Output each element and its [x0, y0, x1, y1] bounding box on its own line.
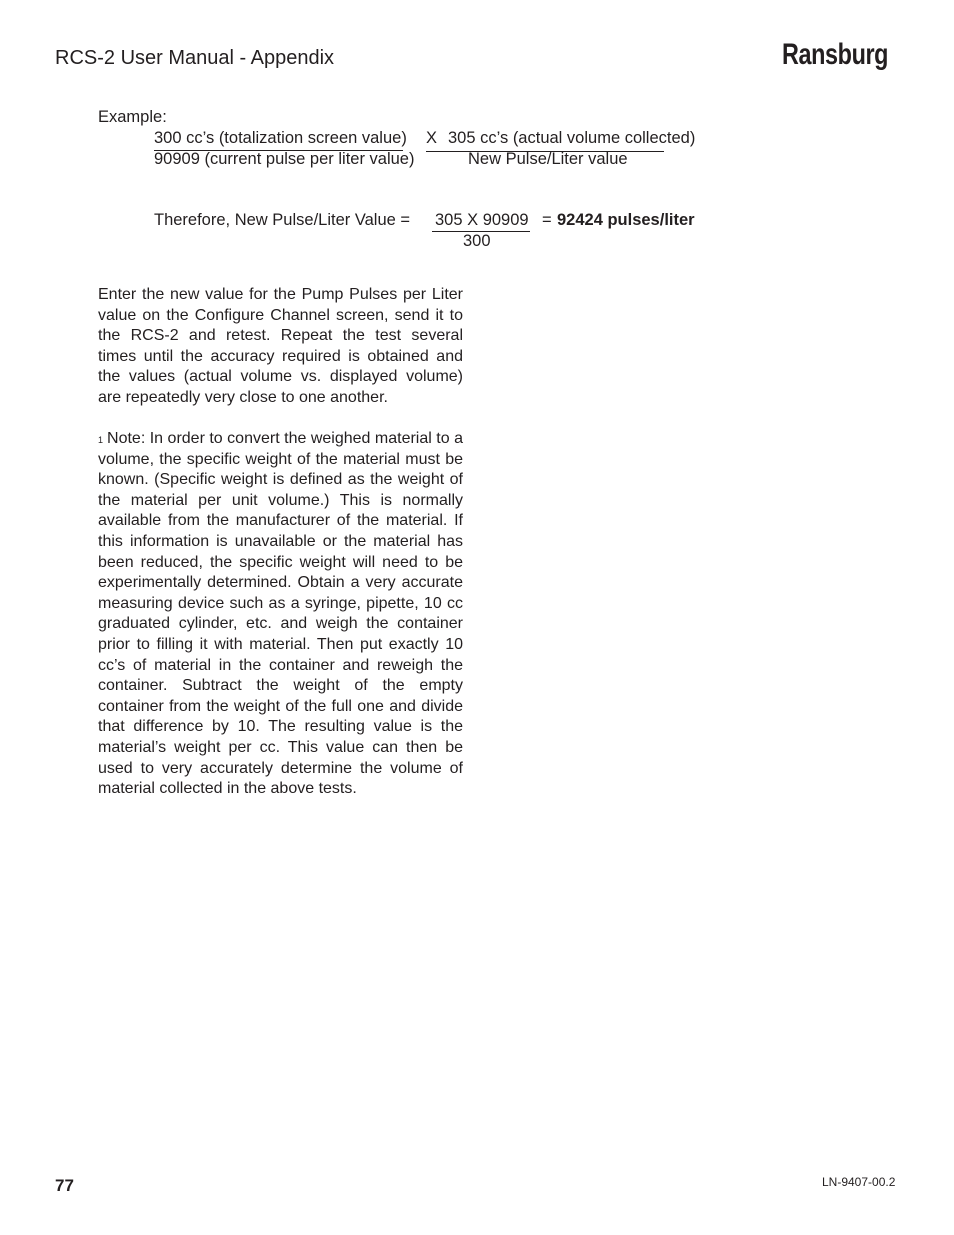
therefore-numerator: 305 X 90909: [435, 211, 529, 229]
body-paragraph: Enter the new value for the Pump Pulses per Liter value on the Configure Channel screen, send it to the RCS-2 and retest. Repeat the test several times until the accuracy required is obtained and the values (actual volume vs. displayed volume) are repeatedly very close to one another.: [98, 286, 463, 406]
example-numerator-right: 305 cc’s (actual volume collected): [448, 129, 696, 147]
brand-logo: Ransburg: [782, 38, 889, 71]
page-header-title: RCS-2 User Manual - Appendix: [55, 47, 335, 69]
footnote-marker: 1: [98, 435, 104, 445]
therefore-result: 92424 pulses/liter: [557, 211, 695, 229]
example-denominator-left: 90909 (current pulse per liter value): [154, 150, 415, 168]
therefore-equals: =: [542, 211, 552, 229]
example-label: Example:: [98, 108, 167, 126]
example-times-sign: X: [426, 129, 438, 147]
example-numerator-left: 300 cc’s (totalization screen value): [154, 129, 407, 147]
therefore-label: Therefore, New Pulse/Liter Value =: [154, 211, 411, 229]
footnote-paragraph: [98, 429, 463, 800]
example-denominator-right: New Pulse/Liter value: [468, 150, 628, 168]
footnote-text: Note: In order to convert the weighed material to a volume, the specific weight of the material must be known. (Specific weight is defined as the weight of the material per unit volume.) This is normally available from the manufacturer of the material. If this information is unavailable or the material has been reduced, the specific weight will need to be experimentally determined. Obtain a very accurate measuring device such as a syringe, pipette, 10 cc graduated cylinder, etc. and weigh the container prior to filling it with material. Then put exactly 10 cc’s of material in the container and reweigh the container. Subtract the weight of the empty container from the weight of the full one and divide that difference by 10. The resulting value is the material’s weight per cc. This value can then be used to very accurately determine the volume of material collected in the above tests.: [98, 430, 463, 798]
document-code: LN-9407-00.2: [822, 1175, 896, 1189]
page-number: 77: [55, 1176, 74, 1195]
therefore-denominator: 300: [463, 232, 491, 250]
